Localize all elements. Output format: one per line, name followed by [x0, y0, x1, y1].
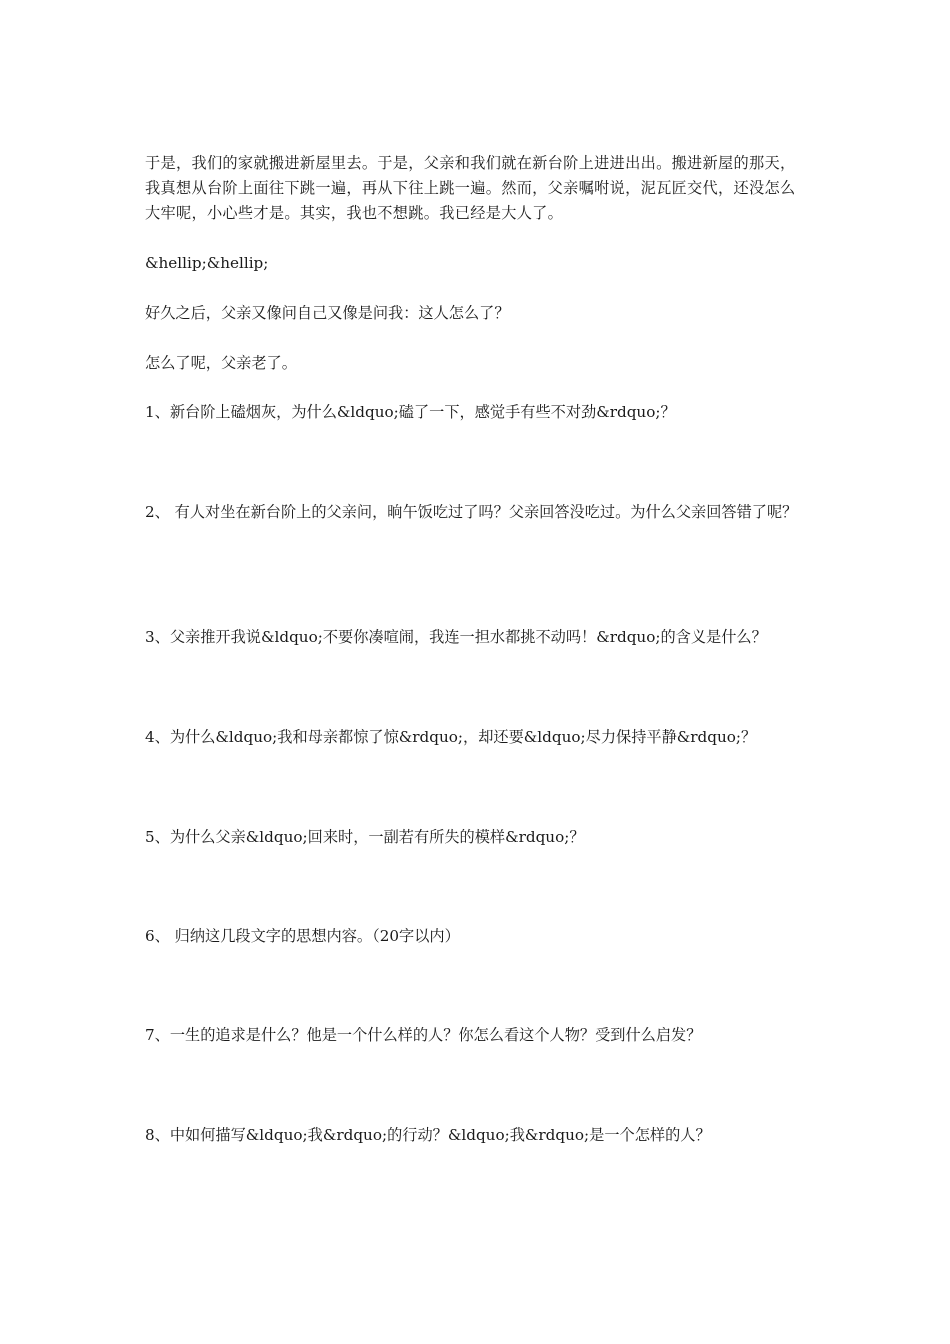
question-8: 8、中如何描写&ldquo;我&rdquo;的行动？&ldquo;我&rdquo;是一个怎样的人？: [145, 1126, 711, 1144]
question-1: 1、新台阶上磕烟灰，为什么&ldquo;磕了一下，感觉手有些不对劲&rdquo;？: [145, 403, 676, 421]
father-question-paragraph: 好久之后，父亲又像问自己又像是问我：这人怎么了？: [145, 304, 510, 322]
intro-paragraph: 于是，我们的家就搬进新屋里去。于是，父亲和我们就在新台阶上进进出出。搬进新屋的那天，我真想从台阶上面往下跳一遍，再从下往上跳一遍。然而，父亲嘱咐说，泥瓦匠交代，还没怎么大牢呢，小心些才是。其实，我也不想跳。我已经是大人了。: [145, 154, 796, 222]
question-2: 2、 有人对坐在新台阶上的父亲问，晌午饭吃过了吗？父亲回答没吃过。为什么父亲回答错了呢？: [145, 503, 798, 521]
question-7: 7、一生的追求是什么？他是一个什么样的人？你怎么看这个人物？受到什么启发？: [145, 1026, 702, 1044]
question-5: 5、为什么父亲&ldquo;回来时，一副若有所失的模样&rdquo;？: [145, 828, 585, 846]
question-3: 3、父亲推开我说&ldquo;不要你凑喧闹，我连一担水都挑不动吗！&rdquo;的含义是什么？: [145, 628, 767, 646]
question-6: 6、 归纳这几段文字的思想内容。（20字以内）: [145, 927, 460, 945]
father-old-paragraph: 怎么了呢，父亲老了。: [145, 354, 297, 372]
ellipsis-line: &hellip;&hellip;: [145, 254, 269, 272]
question-4: 4、为什么&ldquo;我和母亲都惊了惊&rdquo;，却还要&ldquo;尽力保持平静&rdquo;？: [145, 728, 757, 746]
